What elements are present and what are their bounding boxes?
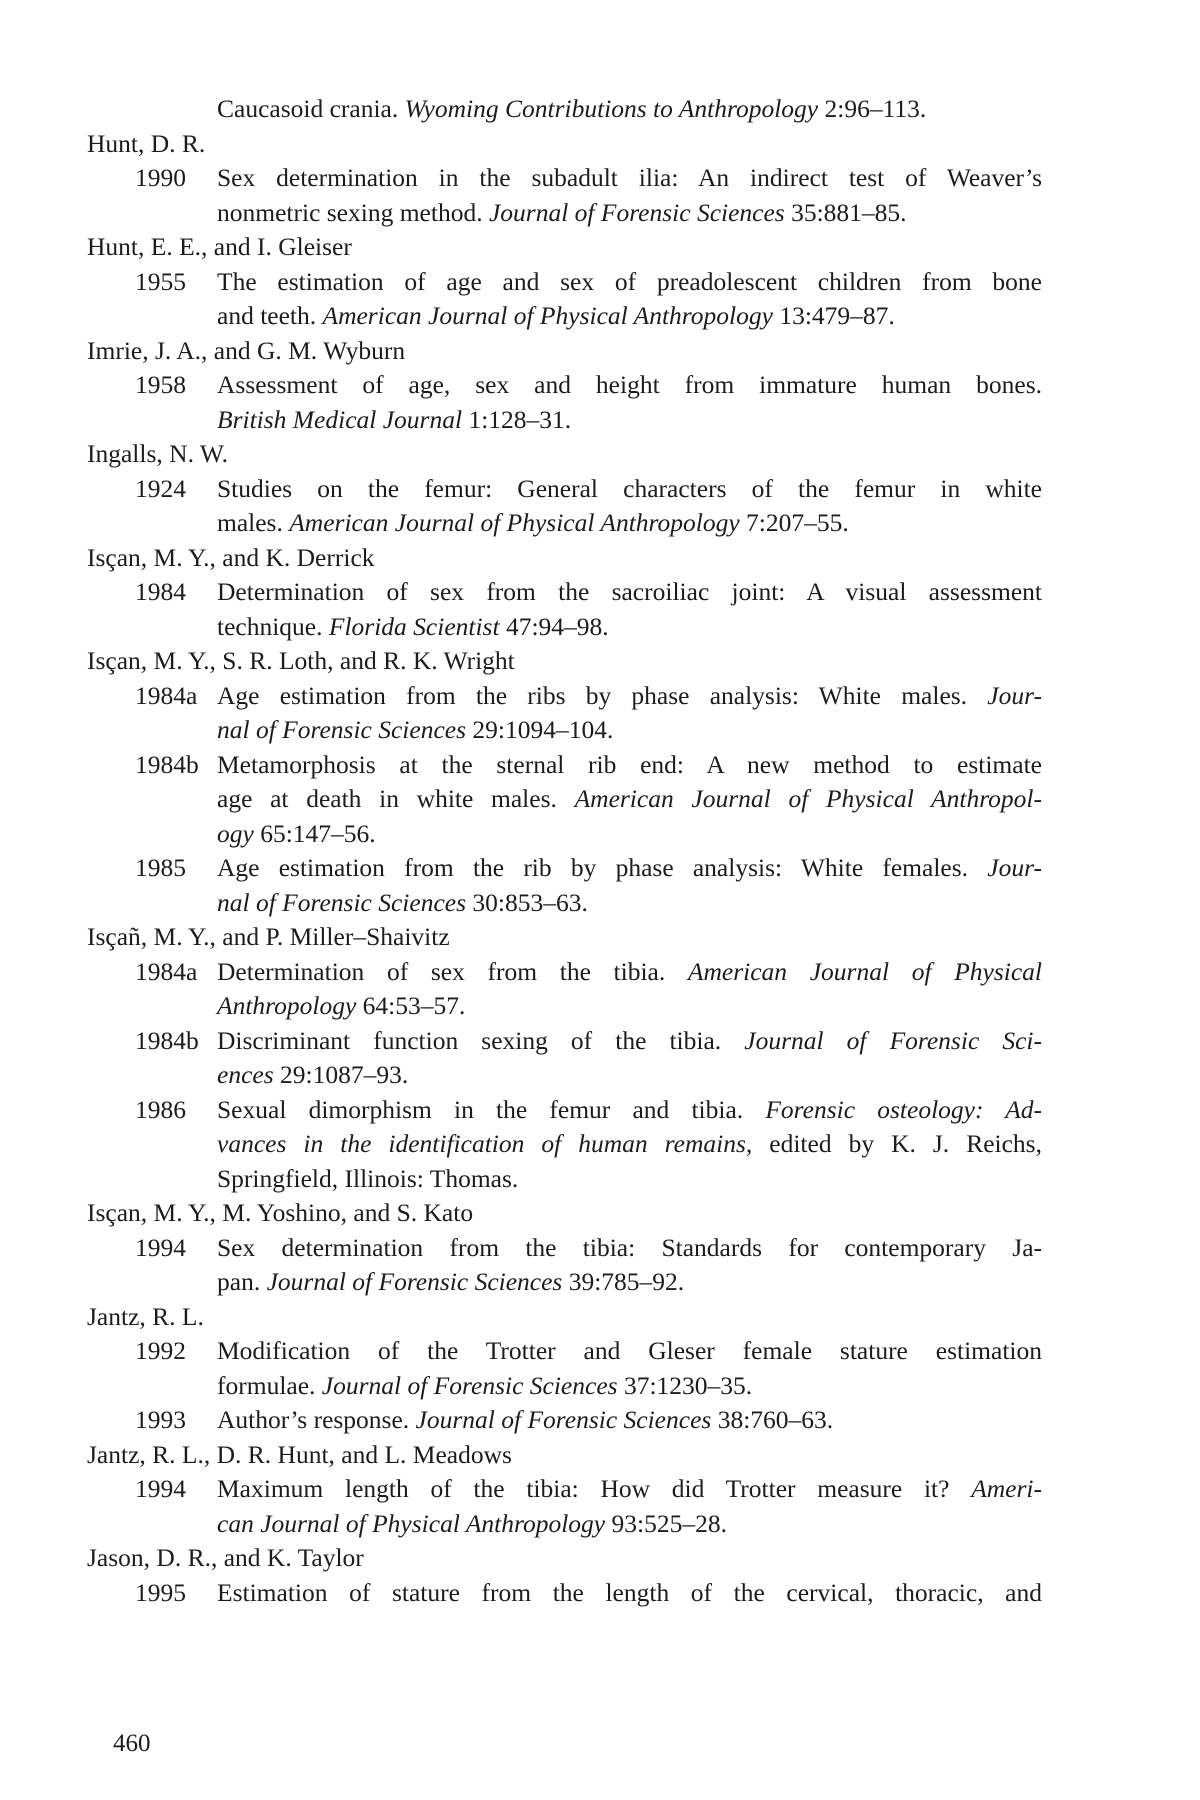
italic-title: Ameri- — [971, 1474, 1042, 1503]
reference-entry-line — [87, 1403, 1042, 1438]
reference-text — [217, 1093, 1042, 1128]
reference-continuation-line — [87, 989, 1042, 1024]
text-run: 39:785–92. — [562, 1267, 685, 1296]
italic-title: Anthropology — [217, 991, 357, 1020]
italic-title: Wyoming Contributions to Anthropology — [404, 94, 819, 123]
italic-title: Journal of Forensic Sciences — [415, 1405, 712, 1434]
reference-text — [217, 265, 1042, 300]
reference-entry-line — [87, 1334, 1042, 1369]
text-run: Caucasoid crania. — [217, 94, 405, 123]
reference-text — [217, 1058, 1042, 1093]
reference-text — [217, 1334, 1042, 1369]
text-run: Sex determination from the tibia: Standards for contemporary Ja- — [217, 1232, 1042, 1262]
reference-year: 1984b — [135, 1025, 199, 1055]
reference-entry-line — [87, 1231, 1042, 1266]
reference-entry-line — [87, 472, 1042, 507]
text-run: 35:881–85. — [784, 197, 907, 227]
italic-title: Jour- — [987, 853, 1042, 882]
reference-text — [217, 161, 1042, 196]
reference-text — [217, 1576, 1042, 1611]
text-run: Springfield, Illinois: Thomas. — [217, 1163, 519, 1193]
italic-title: can Journal of Physical Anthropology — [217, 1508, 606, 1538]
reference-entry-line — [87, 1093, 1042, 1128]
reference-text — [217, 299, 1042, 334]
reference-year: 1958 — [135, 370, 186, 399]
text-run: Discriminant function sexing of the tibia. — [217, 1025, 745, 1055]
reference-continuation-line — [87, 1127, 1042, 1162]
reference-text — [217, 679, 1042, 714]
italic-title: Journal of Forensic Sciences — [321, 1370, 618, 1400]
reference-year: 1995 — [135, 1577, 186, 1607]
text-run: 65:147–56. — [253, 818, 376, 848]
reference-entry-line — [87, 1472, 1042, 1507]
reference-year: 1955 — [135, 266, 186, 296]
reference-text — [217, 368, 1042, 403]
text-run: pan. — [217, 1267, 267, 1296]
reference-continuation-line — [87, 196, 1042, 231]
reference-year: 1994 — [135, 1474, 186, 1503]
text-run: Estimation of stature from the length of the cervical, thoracic, and — [217, 1577, 1042, 1607]
text-run: edited by K. J. Reichs, — [752, 1129, 1042, 1158]
italic-title: ogy — [217, 818, 254, 848]
reference-entry-line — [87, 575, 1042, 610]
text-run: formulae. — [217, 1370, 322, 1400]
reference-continuation-line — [87, 1058, 1042, 1093]
text-run: 38:760–63. — [711, 1405, 834, 1434]
text-run: Sexual dimorphism in the femur and tibia. — [217, 1094, 766, 1124]
italic-title: Journal of Forensic Sciences — [488, 197, 785, 227]
italic-title: Jour- — [987, 680, 1042, 710]
text-run: Maximum length of the tibia: How did Trotter measure it? — [217, 1474, 972, 1503]
text-run: age at death in white males. — [217, 784, 575, 813]
reference-entry-line — [87, 161, 1042, 196]
reference-text — [217, 1507, 1042, 1542]
reference-year: 1984 — [135, 577, 186, 606]
reference-author: Hunt, D. R. — [87, 128, 206, 158]
reference-text — [217, 1231, 1042, 1266]
reference-year: 1990 — [135, 163, 186, 192]
reference-year: 1994 — [135, 1232, 186, 1262]
reference-author: Jantz, R. L. — [87, 1301, 204, 1331]
italic-title: American Journal of Physical Anthropol- — [574, 784, 1042, 813]
reference-text — [217, 506, 1042, 541]
reference-entry-line — [87, 679, 1042, 714]
text-run: Metamorphosis at the sternal rib end: A new method to estimate — [217, 749, 1042, 779]
text-run: Author’s response. — [217, 1405, 416, 1434]
reference-continuation-line — [87, 817, 1042, 852]
reference-text — [217, 817, 1042, 852]
reference-continuation-line — [87, 506, 1042, 541]
text-run: 2:96–113. — [818, 94, 927, 123]
reference-text — [217, 748, 1042, 783]
reference-text — [217, 403, 1042, 438]
reference-entry-line — [87, 1024, 1042, 1059]
italic-title: American Journal of Physical Anthropology — [289, 508, 740, 537]
reference-entry-line — [87, 748, 1042, 783]
reference-entry-line — [87, 955, 1042, 990]
italic-title: Journal of Forensic Sciences — [266, 1267, 563, 1296]
reference-text — [217, 610, 1042, 645]
italic-title: Journal of Forensic Sci- — [744, 1025, 1042, 1055]
reference-author: Isçan, M. Y., and K. Derrick — [87, 542, 375, 572]
reference-continuation-line — [87, 299, 1042, 334]
text-run: Studies on the femur: General characters of the femur in white — [217, 473, 1042, 503]
text-run: 47:94–98. — [499, 611, 609, 641]
reference-author: Hunt, E. E., and I. Gleiser — [87, 232, 352, 261]
text-run: Determination of sex from the tibia. — [217, 956, 688, 986]
reference-entry-line — [87, 368, 1042, 403]
reference-text — [217, 1403, 1042, 1438]
reference-text — [217, 989, 1042, 1024]
italic-title: vances in the identification of human remains, — [217, 1129, 753, 1158]
italic-title: nal of Forensic Sciences — [217, 887, 467, 917]
italic-title: Forensic osteology: Ad- — [765, 1094, 1043, 1124]
text-run: 29:1087–93. — [273, 1060, 409, 1089]
text-run: Age estimation from the rib by phase analysis: White females. — [217, 853, 988, 882]
reference-continuation-line — [87, 782, 1042, 817]
text-run: males. — [217, 508, 290, 537]
text-run: Determination of sex from the sacroiliac joint: A visual assessment — [217, 577, 1042, 606]
reference-text — [217, 1472, 1042, 1507]
reference-year: 1984a — [135, 956, 198, 986]
reference-text — [217, 196, 1042, 231]
reference-text — [217, 472, 1042, 507]
reference-text — [217, 851, 1042, 886]
text-run: Sex determination in the subadult ilia: An indirect test of Weaver’s — [217, 163, 1042, 192]
reference-entry-line — [87, 265, 1042, 300]
text-run: 13:479–87. — [772, 301, 895, 330]
text-run: 29:1094–104. — [466, 715, 614, 744]
reference-year: 1985 — [135, 853, 186, 882]
text-run: 37:1230–35. — [617, 1370, 753, 1400]
italic-title: British Medical Journal — [217, 404, 463, 434]
reference-text — [217, 92, 1042, 127]
text-run: technique. — [217, 611, 329, 641]
reference-text — [217, 1162, 1042, 1197]
reference-continuation-line — [87, 886, 1042, 921]
reference-text — [217, 575, 1042, 610]
text-run: Age estimation from the ribs by phase analysis: White males. — [217, 680, 988, 710]
italic-title: ences — [217, 1060, 274, 1089]
text-run: Assessment of age, sex and height from immature human bones. — [217, 370, 1042, 399]
reference-entry-line — [87, 851, 1042, 886]
reference-year: 1986 — [135, 1094, 186, 1124]
reference-continuation-line — [87, 1265, 1042, 1300]
reference-continuation-line — [87, 1369, 1042, 1404]
italic-title: Florida Scientist — [328, 611, 500, 641]
reference-entry-line — [87, 1576, 1042, 1611]
italic-title: American Journal of Physical — [687, 956, 1042, 986]
reference-year: 1984b — [135, 749, 199, 779]
reference-continuation-line — [87, 403, 1042, 438]
reference-year: 1984a — [135, 680, 198, 710]
italic-title: American Journal of Physical Anthropology — [322, 301, 773, 330]
reference-text — [217, 713, 1042, 748]
reference-year: 1992 — [135, 1336, 186, 1365]
text-run: Modification of the Trotter and Gleser female stature estimation — [217, 1336, 1042, 1365]
reference-author: Ingalls, N. W. — [87, 439, 228, 468]
reference-continuation-line — [87, 92, 1042, 127]
reference-continuation-line — [87, 610, 1042, 645]
italic-title: nal of Forensic Sciences — [217, 715, 467, 744]
text-run: 64:53–57. — [356, 991, 466, 1020]
reference-text — [217, 1265, 1042, 1300]
reference-text — [217, 1369, 1042, 1404]
reference-continuation-line — [87, 1162, 1042, 1197]
reference-author: Isçan, M. Y., M. Yoshino, and S. Kato — [87, 1198, 474, 1227]
text-run: 30:853–63. — [466, 887, 588, 917]
text-run: 1:128–31. — [462, 404, 572, 434]
page-number: 460 — [113, 1730, 151, 1757]
text-run: 93:525–28. — [605, 1508, 727, 1538]
reference-text — [217, 1127, 1042, 1162]
reference-continuation-line — [87, 713, 1042, 748]
text-run: and teeth. — [217, 301, 323, 330]
text-run: The estimation of age and sex of preadolescent children from bone — [217, 266, 1042, 296]
text-run: nonmetric sexing method. — [217, 197, 489, 227]
reference-text — [217, 782, 1042, 817]
reference-author: Jantz, R. L., D. R. Hunt, and L. Meadows — [87, 1439, 512, 1469]
text-run: 7:207–55. — [739, 508, 849, 537]
reference-author: Isçan, M. Y., S. R. Loth, and R. K. Wright — [87, 646, 515, 675]
reference-author: Imrie, J. A., and G. M. Wyburn — [87, 335, 406, 365]
reference-text — [217, 955, 1042, 990]
reference-year: 1993 — [135, 1405, 186, 1434]
reference-author: Jason, D. R., and K. Taylor — [87, 1543, 364, 1572]
reference-year: 1924 — [135, 473, 186, 503]
reference-continuation-line — [87, 1507, 1042, 1542]
reference-text — [217, 1024, 1042, 1059]
reference-author: Isçañ, M. Y., and P. Miller–Shaivitz — [87, 922, 450, 951]
reference-list — [87, 92, 1042, 1610]
reference-text — [217, 886, 1042, 921]
